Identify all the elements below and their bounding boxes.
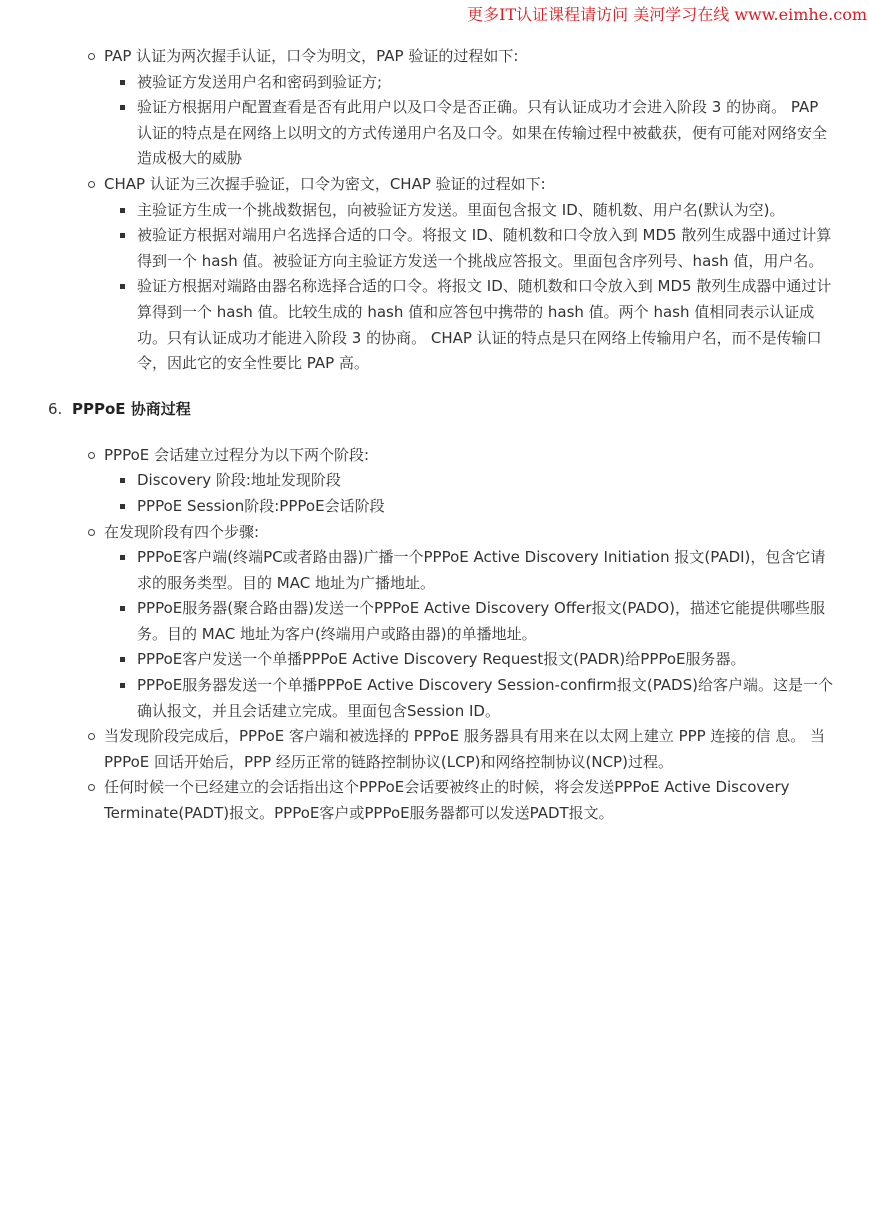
list-item-pap bbox=[48, 44, 833, 70]
hollow-circle-bullet-icon bbox=[88, 784, 95, 791]
square-bullet-icon bbox=[120, 555, 125, 560]
list-item: 被验证方发送用户名和密码到验证方; bbox=[48, 70, 833, 96]
list-item: PPPoE服务器发送一个单播PPPoE Active Discovery Session-confirm报文(PADS)给客户端。这是一个确认报文，并且会话建立完成。里面包含Session ID。 bbox=[48, 673, 833, 724]
hollow-circle-bullet-icon bbox=[88, 181, 95, 188]
list-item: 被验证方根据对端用户名选择合适的口令。将报文 ID、随机数和口令放入到 MD5 散列生成器中通过计算得到一个 hash 值。被验证方向主验证方发送一个挑战应答报文。里面包含序列号、hash 值，用户名。 bbox=[48, 223, 833, 274]
section-title: PPPoE 协商过程 bbox=[72, 399, 191, 418]
list-item: 验证方根据对端路由器名称选择合适的口令。将报文 ID、随机数和口令放入到 MD5 散列生成器中通过计算得到一个 hash 值。比较生成的 hash 值和应答包中携带的 hash 值。两个 hash 值相同表示认证成功。只有认证成功才能进入阶段 3 的协商。 CHAP 认证的特点是只在网络上传输用户名，而不是传输口令，因此它的安全性要比 PAP 高。 bbox=[48, 274, 833, 376]
square-bullet-icon bbox=[120, 657, 125, 662]
square-bullet-icon bbox=[120, 478, 125, 483]
pap-summary: PAP 认证为两次握手认证，口令为明文，PAP 验证的过程如下: bbox=[104, 47, 519, 65]
square-bullet-icon bbox=[120, 233, 125, 238]
list-item-after-discovery: 当发现阶段完成后，PPPoE 客户端和被选择的 PPPoE 服务器具有用来在以太网上建立 PPP 连接的信 息。 当 PPPoE 回话开始后，PPP 经历正常的链路控制协议(LCP)和网络控制协议(NCP)过程。 bbox=[48, 724, 833, 775]
hollow-circle-bullet-icon bbox=[88, 529, 95, 536]
square-bullet-icon bbox=[120, 504, 125, 509]
square-bullet-icon bbox=[120, 105, 125, 110]
list-item: PPPoE服务器(聚合路由器)发送一个PPPoE Active Discovery Offer报文(PADO)，描述它能提供哪些服务。目的 MAC 地址为客户(终端用户或路由器)的单播地址。 bbox=[48, 596, 833, 647]
section-heading bbox=[48, 397, 833, 422]
list-item: Discovery 阶段:地址发现阶段 bbox=[48, 468, 833, 494]
list-item-stages: PPPoE 会话建立过程分为以下两个阶段: bbox=[48, 443, 833, 469]
list-item: PPPoE Session阶段:PPPoE会话阶段 bbox=[48, 494, 833, 520]
hollow-circle-bullet-icon bbox=[88, 53, 95, 60]
square-bullet-icon bbox=[120, 284, 125, 289]
auth-list bbox=[48, 44, 833, 377]
list-item-terminate: 任何时候一个已经建立的会话指出这个PPPoE会话要被终止的时候，将会发送PPPoE Active Discovery Terminate(PADT)报文。PPPoE客户或PPPoE服务器都可以发送PADT报文。 bbox=[48, 775, 833, 826]
square-bullet-icon bbox=[120, 208, 125, 213]
list-item: 验证方根据用户配置查看是否有此用户以及口令是否正确。只有认证成功才会进入阶段 3 的协商。 PAP 认证的特点是在网络上以明文的方式传递用户名及口令。如果在传输过程中被截获，便有可能对网络安全造成极大的威胁 bbox=[48, 95, 833, 172]
list-item: 主验证方生成一个挑战数据包，向被验证方发送。里面包含报文 ID、随机数、用户名(默认为空)。 bbox=[48, 198, 833, 224]
pppoe-list bbox=[48, 443, 833, 827]
hollow-circle-bullet-icon bbox=[88, 733, 95, 740]
list-item: PPPoE客户端(终端PC或者路由器)广播一个PPPoE Active Discovery Initiation 报文(PADI)，包含它请求的服务类型。目的 MAC 地址为广播地址。 bbox=[48, 545, 833, 596]
document-body bbox=[48, 44, 833, 827]
list-item: PPPoE客户发送一个单播PPPoE Active Discovery Request报文(PADR)给PPPoE服务器。 bbox=[48, 647, 833, 673]
square-bullet-icon bbox=[120, 683, 125, 688]
list-item-discovery: 在发现阶段有四个步骤: bbox=[48, 520, 833, 546]
chap-summary: CHAP 认证为三次握手验证，口令为密文，CHAP 验证的过程如下: bbox=[104, 174, 546, 193]
list-item-chap bbox=[48, 172, 833, 198]
hollow-circle-bullet-icon bbox=[88, 452, 95, 459]
square-bullet-icon bbox=[120, 606, 125, 611]
square-bullet-icon bbox=[120, 80, 125, 85]
section-number: 6. bbox=[48, 399, 63, 418]
watermark: 更多IT认证课程请访问 美河学习在线 www.eimhe.com bbox=[467, 5, 867, 24]
